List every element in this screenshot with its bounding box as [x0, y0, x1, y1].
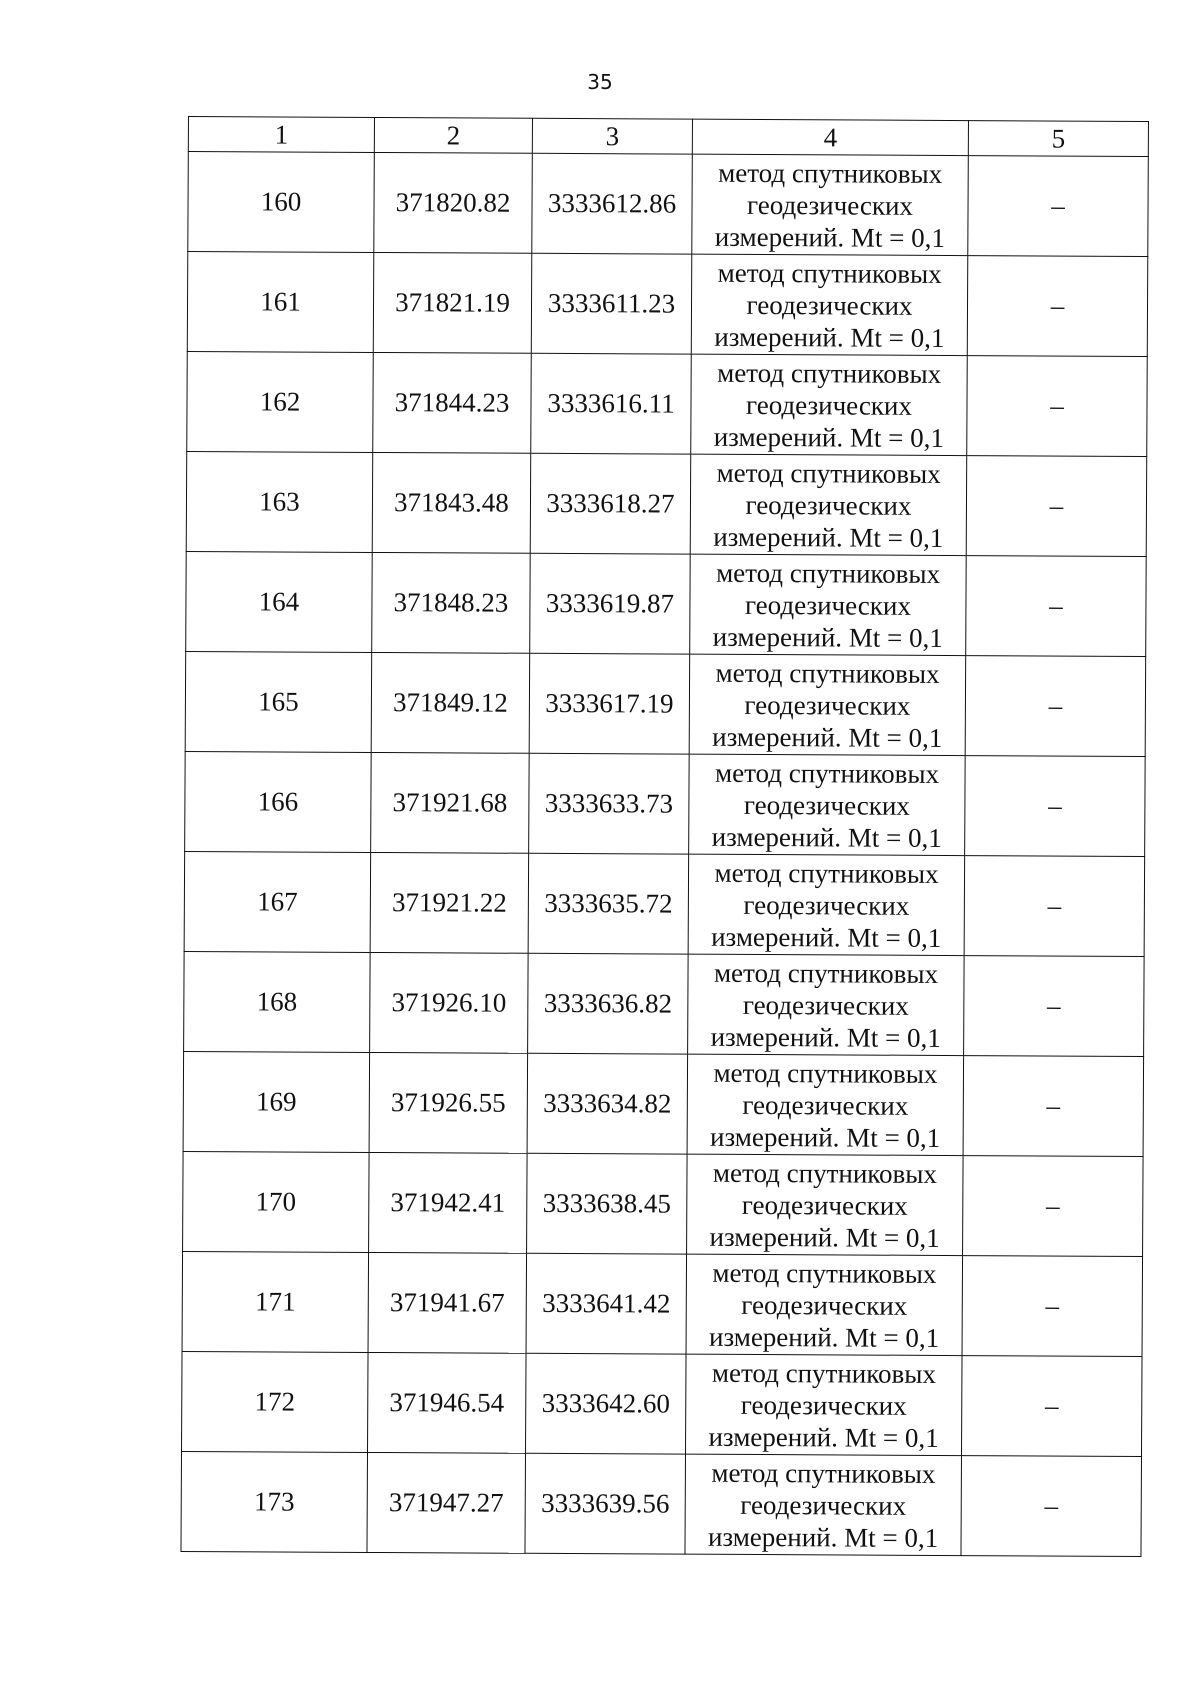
method-text-line: геодезических — [746, 289, 913, 321]
note-cell: – — [962, 1256, 1143, 1357]
point-number-cell: 166 — [185, 751, 372, 852]
method-text-line: геодезических — [747, 189, 914, 221]
y-coordinate-cell: 3333639.56 — [525, 1453, 686, 1554]
method-text-line: измерений. Mt = 0,1 — [712, 721, 943, 753]
method-text-line: измерений. Mt = 0,1 — [713, 521, 944, 553]
method-text-line: метод спутниковых — [713, 1057, 938, 1089]
method-text-line: геодезических — [744, 589, 911, 621]
method-cell — [691, 254, 968, 355]
point-number-cell: 161 — [187, 252, 374, 353]
table-row — [184, 851, 1145, 956]
y-coordinate-cell: 3333617.19 — [529, 653, 690, 754]
point-number-cell: 173 — [181, 1451, 368, 1552]
y-coordinate-cell: 3333611.23 — [531, 253, 692, 354]
method-text-line: метод спутниковых — [711, 1457, 936, 1489]
method-text-line: геодезических — [741, 1189, 908, 1221]
column-header-1: 1 — [188, 117, 374, 153]
column-header-4: 4 — [692, 119, 968, 155]
method-text-line: метод спутниковых — [712, 1257, 937, 1289]
method-cell — [686, 1254, 963, 1355]
note-cell: – — [966, 456, 1147, 557]
method-text-line: измерений. Mt = 0,1 — [708, 1421, 939, 1453]
method-text-line: метод спутниковых — [711, 1357, 937, 1389]
method-text-line: геодезических — [745, 489, 912, 521]
method-cell — [690, 454, 967, 555]
table-row — [187, 252, 1148, 357]
method-cell — [691, 354, 968, 455]
header-row — [188, 117, 1148, 157]
point-number-cell: 170 — [183, 1151, 370, 1252]
table-header — [188, 117, 1148, 157]
table-row — [188, 152, 1149, 257]
method-cell — [687, 1154, 964, 1255]
x-coordinate-cell: 371844.23 — [373, 352, 532, 453]
method-text-line: метод спутниковых — [717, 257, 942, 289]
y-coordinate-cell: 3333612.86 — [532, 153, 693, 254]
note-cell: – — [966, 556, 1147, 657]
method-text-line: измерений. Mt = 0,1 — [712, 621, 943, 653]
table-row — [181, 1451, 1142, 1556]
table-row — [184, 951, 1145, 1056]
note-cell: – — [964, 956, 1145, 1057]
y-coordinate-cell: 3333641.42 — [526, 1253, 687, 1354]
method-text-line: метод спутниковых — [713, 957, 939, 989]
x-coordinate-cell: 371926.10 — [370, 952, 529, 1053]
x-coordinate-cell: 371947.27 — [367, 1452, 526, 1553]
x-coordinate-cell: 371843.48 — [372, 452, 531, 553]
point-number-cell: 169 — [183, 1051, 370, 1152]
method-text-line: измерений. Mt = 0,1 — [711, 921, 942, 953]
point-number-cell: 165 — [185, 651, 372, 752]
table-row — [186, 551, 1147, 656]
y-coordinate-cell: 3333633.73 — [529, 753, 690, 854]
method-text-line: измерений. Mt = 0,1 — [707, 1521, 939, 1553]
method-text-line: метод спутниковых — [718, 157, 943, 189]
table-row — [187, 351, 1148, 456]
method-text-line: геодезических — [742, 1089, 909, 1121]
y-coordinate-cell: 3333642.60 — [526, 1353, 687, 1454]
method-text-line: измерений. Mt = 0,1 — [714, 221, 946, 253]
point-number-cell: 160 — [188, 152, 375, 253]
method-text-line: геодезических — [741, 1289, 908, 1321]
method-text-line: геодезических — [745, 389, 913, 421]
method-text-line: метод спутниковых — [712, 1157, 938, 1189]
method-cell — [688, 854, 965, 955]
method-text-line: метод спутниковых — [714, 857, 939, 889]
x-coordinate-cell: 371821.19 — [373, 252, 532, 353]
y-coordinate-cell: 3333635.72 — [528, 853, 689, 954]
point-number-cell: 172 — [182, 1351, 369, 1452]
method-text-line: геодезических — [743, 789, 910, 821]
method-text-line: измерений. Mt = 0,1 — [710, 1121, 941, 1153]
method-text-line: измерений. Mt = 0,1 — [710, 1021, 941, 1053]
column-header-3: 3 — [532, 118, 692, 154]
y-coordinate-cell: 3333638.45 — [527, 1153, 688, 1254]
point-number-cell: 171 — [182, 1251, 369, 1352]
method-text-line: геодезических — [740, 1489, 907, 1521]
note-cell: – — [968, 156, 1149, 257]
x-coordinate-cell: 371820.82 — [374, 152, 533, 253]
note-cell: – — [967, 256, 1148, 357]
x-coordinate-cell: 371921.22 — [370, 852, 529, 953]
method-text-line: измерений. Mt = 0,1 — [713, 421, 944, 453]
table-row — [183, 1151, 1144, 1256]
method-cell — [687, 1054, 964, 1155]
note-cell: – — [961, 1356, 1142, 1457]
table-row — [185, 651, 1146, 756]
note-cell: – — [964, 856, 1145, 957]
method-text-line: геодезических — [743, 889, 910, 921]
x-coordinate-cell: 371941.67 — [368, 1252, 527, 1353]
table-row — [182, 1251, 1143, 1356]
point-number-cell: 162 — [187, 351, 374, 452]
method-cell — [688, 954, 965, 1055]
method-text-line: метод спутниковых — [715, 657, 940, 689]
method-cell — [689, 754, 966, 855]
x-coordinate-cell: 371926.55 — [369, 1052, 528, 1153]
column-header-5: 5 — [968, 121, 1148, 157]
x-coordinate-cell: 371849.12 — [371, 652, 530, 753]
x-coordinate-cell: 371921.68 — [371, 752, 530, 853]
method-text-line: измерений. Mt = 0,1 — [709, 1221, 940, 1253]
method-cell — [689, 654, 966, 755]
note-cell: – — [963, 1056, 1144, 1157]
method-cell — [685, 1454, 962, 1555]
x-coordinate-cell: 371946.54 — [368, 1352, 527, 1453]
method-cell — [686, 1354, 963, 1455]
method-text-line: измерений. Mt = 0,1 — [714, 321, 945, 353]
method-text-line: геодезических — [740, 1389, 907, 1421]
y-coordinate-cell: 3333619.87 — [530, 553, 691, 654]
y-coordinate-cell: 3333616.11 — [531, 353, 692, 454]
table-row — [183, 1051, 1144, 1156]
table-body — [181, 152, 1148, 1557]
point-number-cell: 164 — [186, 551, 373, 652]
table-row — [186, 451, 1147, 556]
method-text-line: метод спутниковых — [716, 457, 941, 489]
point-number-cell: 168 — [184, 951, 371, 1052]
page-number: 35 — [587, 70, 613, 94]
table-row — [182, 1351, 1143, 1456]
x-coordinate-cell: 371942.41 — [369, 1152, 528, 1253]
column-header-2: 2 — [374, 117, 532, 153]
table-row — [185, 751, 1146, 856]
y-coordinate-cell: 3333634.82 — [527, 1053, 688, 1154]
note-cell: – — [963, 1156, 1144, 1257]
method-text-line: измерений. Mt = 0,1 — [708, 1321, 940, 1353]
method-cell — [692, 154, 969, 255]
note-cell: – — [965, 756, 1146, 857]
point-number-cell: 167 — [184, 851, 371, 952]
coordinates-table — [180, 116, 1149, 1557]
x-coordinate-cell: 371848.23 — [372, 552, 531, 653]
note-cell: – — [967, 356, 1148, 457]
method-text-line: метод спутниковых — [714, 757, 940, 789]
method-text-line: измерений. Mt = 0,1 — [711, 821, 942, 853]
note-cell: – — [961, 1456, 1142, 1557]
method-text-line: метод спутниковых — [717, 357, 942, 389]
y-coordinate-cell: 3333618.27 — [530, 453, 691, 554]
note-cell: – — [965, 656, 1146, 757]
method-text-line: геодезических — [742, 989, 909, 1021]
point-number-cell: 163 — [186, 451, 373, 552]
method-text-line: геодезических — [744, 689, 911, 721]
y-coordinate-cell: 3333636.82 — [528, 953, 689, 1054]
method-text-line: метод спутниковых — [716, 557, 941, 589]
method-cell — [690, 554, 967, 655]
